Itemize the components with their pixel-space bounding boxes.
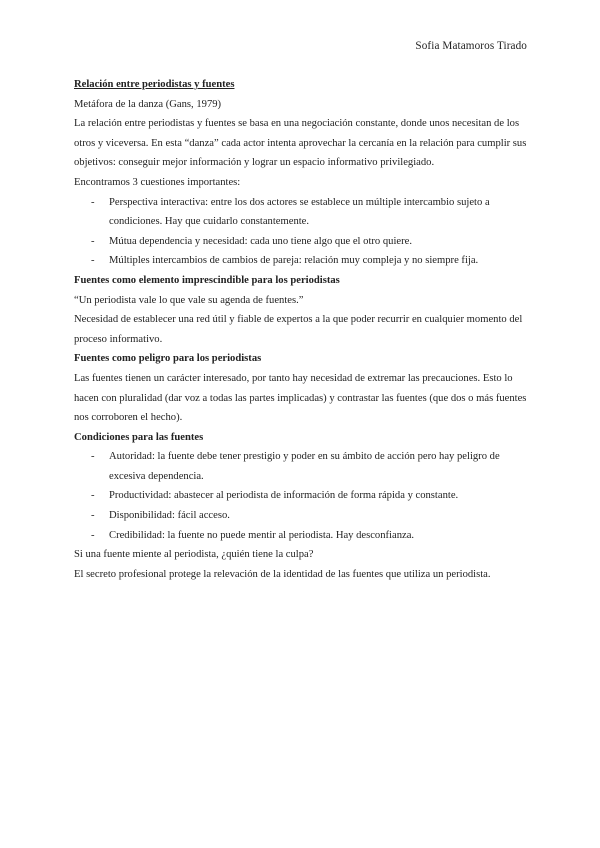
document-subtitle: Metáfora de la danza (Gans, 1979) <box>74 98 222 110</box>
issues-list <box>74 193 534 271</box>
section-heading-condiciones: Condiciones para las fuentes <box>74 431 204 443</box>
issues-lead: Encontramos 3 cuestiones importantes: <box>74 176 241 188</box>
list-item: - Perspectiva interactiva: entre los dos actores se establece un múltiple intercambio sujeto a condiciones. Hay que cuidarlo constantemente. <box>109 193 534 232</box>
section-heading-peligro: Fuentes como peligro para los periodistas <box>74 353 262 365</box>
list-item: - Disponibilidad: fácil acceso. <box>109 506 534 526</box>
list-item: - Productividad: abastecer al periodista de información de forma rápida y constante. <box>109 486 534 506</box>
question-paragraph: Si una fuente miente al periodista, ¿quién tiene la culpa? <box>74 549 314 561</box>
intro-paragraph: La relación entre periodistas y fuentes se basa en una negociación constante, donde unos necesitan de los otros y viceversa. En esta “danza” cada actor intenta aprovechar la cercanía en la relación para cumplir sus objetivos: conseguir mejor información y lograr un espacio informativo privilegiado. <box>74 118 527 169</box>
list-item: - Múltiples intercambios de cambios de pareja: relación muy compleja y no siempre fija. <box>109 251 534 271</box>
document-body <box>74 75 534 584</box>
list-item: - Credibilidad: la fuente no puede mentir al periodista. Hay desconfianza. <box>109 526 534 546</box>
document-title: Relación entre periodistas y fuentes <box>74 79 235 90</box>
closing-paragraph: El secreto profesional protege la relevación de la identidad de las fuentes que utiliza un periodista. <box>74 568 491 580</box>
section-paragraph: Necesidad de establecer una red útil y fiable de expertos a la que poder recurrir en cualquier momento del proceso informativo. <box>74 314 523 345</box>
list-item: - Autoridad: la fuente debe tener prestigio y poder en su ámbito de acción pero hay peligro de excesiva dependencia. <box>109 447 534 486</box>
author-name: Sofia Matamoros Tirado <box>415 40 527 52</box>
section-paragraph: Las fuentes tienen un carácter interesado, por tanto hay necesidad de extremar las precauciones. Esto lo hacen con pluralidad (dar voz a todas las partes implicadas) y contrastar las fuentes (que dos o más fuentes nos corroboren el hecho). <box>74 372 527 424</box>
list-item: - Mútua dependencia y necesidad: cada uno tiene algo que el otro quiere. <box>109 232 534 252</box>
section-heading-imprescindible: Fuentes como elemento imprescindible para los periodistas <box>74 274 340 286</box>
quote: “Un periodista vale lo que vale su agenda de fuentes.” <box>74 294 304 306</box>
conditions-list <box>74 447 534 545</box>
